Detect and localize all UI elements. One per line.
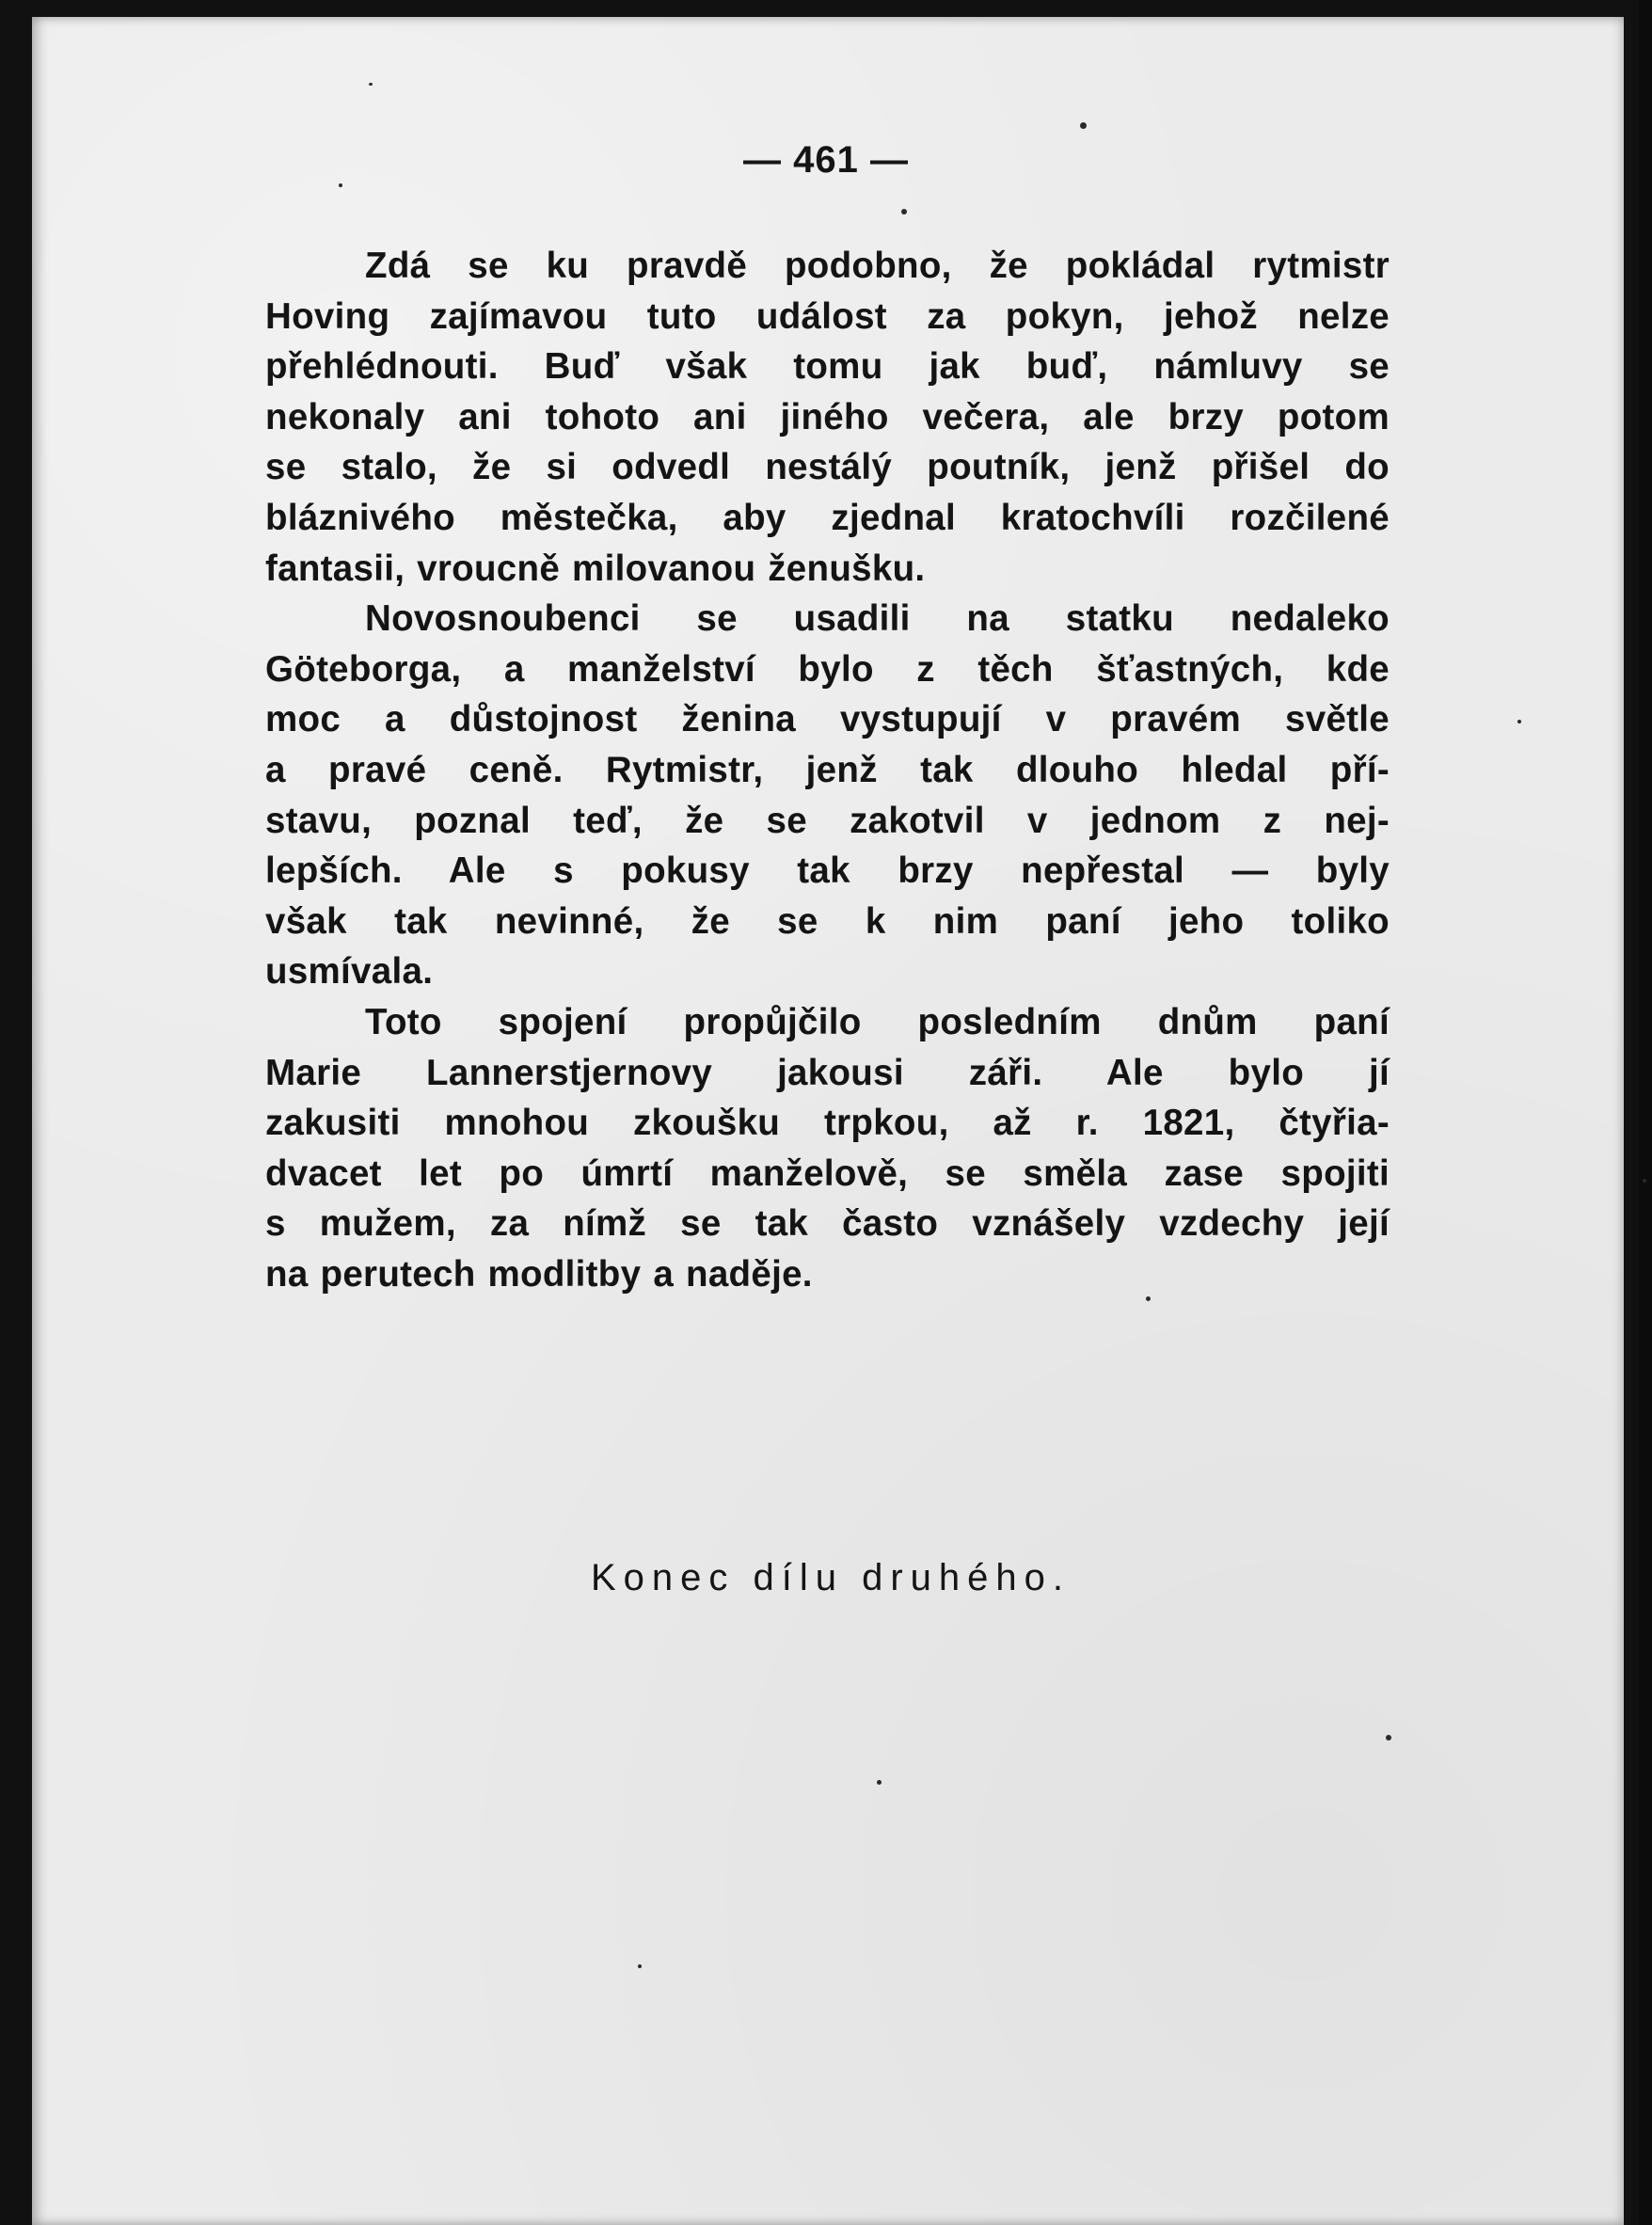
paragraph-3 (265, 997, 1390, 1300)
text-line: stavu, poznal teď, že se zakotvil v jednom z nej- (265, 800, 1390, 841)
text-line: Zdá se ku pravdě podobno, že pokládal rytmistr (365, 246, 1390, 286)
text-line: fantasii, vroucně milovanou ženušku. (265, 548, 926, 589)
scan-speck (1080, 122, 1087, 129)
text-line: moc a důstojnost ženina vystupují v pravém světle (265, 699, 1390, 740)
text-line: nekonaly ani tohoto ani jiného večera, ale brzy potom (265, 396, 1390, 437)
paragraph-1 (265, 241, 1390, 594)
scan-speck (877, 1780, 882, 1785)
page-number: — 461 — (743, 139, 909, 181)
scan-speck (369, 83, 373, 86)
text-line: však tak nevinné, že se k nim paní jeho toliko (265, 900, 1390, 942)
text-line: Novosnoubenci se usadili na statku nedaleko (365, 598, 1390, 640)
text-line: přehlédnouti. Buď však tomu jak buď, námluvy se (265, 346, 1390, 388)
scan-speck (1386, 1735, 1391, 1740)
text-line: lepších. Ale s pokusy tak brzy nepřestal — byly (265, 850, 1390, 892)
scan-speck (638, 1964, 642, 1968)
page-edge-shadow (1639, 0, 1652, 2225)
text-line: a pravé ceně. Rytmistr, jenž tak dlouho hledal pří- (265, 749, 1390, 790)
text-line: Hoving zajímavou tuto událost za pokyn, jehož nelze (265, 295, 1390, 337)
scan-speck (1146, 1296, 1151, 1301)
scan-speck (1643, 1179, 1646, 1183)
paragraph-2 (265, 594, 1390, 997)
text-line: se stalo, že si odvedl nestálý poutník, jenž přišel do (265, 447, 1390, 488)
text-line: Toto spojení propůjčilo posledním dnům paní (365, 1001, 1390, 1042)
text-line: zakusiti mnohou zkoušku trpkou, až r. 1821, čtyřia- (265, 1103, 1390, 1144)
scan-speck (901, 209, 907, 215)
scan-speck (339, 183, 342, 187)
text-line: dvacet let po úmrtí manželově, se směla zase spojiti (265, 1152, 1390, 1194)
body-text (265, 241, 1390, 1299)
text-line: na perutech modlitby a naděje. (265, 1253, 813, 1295)
text-line: usmívala. (265, 951, 434, 993)
scan-speck (1517, 720, 1521, 723)
text-line: Marie Lannerstjernovy jakousi záři. Ale bylo jí (265, 1052, 1390, 1093)
closing-line: Konec dílu druhého. (590, 1557, 1072, 1598)
text-line: bláznivého městečka, aby zjednal kratochvíli rozčilené (265, 497, 1390, 538)
text-line: Göteborga, a manželství bylo z těch šťastných, kde (265, 648, 1390, 690)
text-line: s mužem, za nímž se tak často vznášely vzdechy její (265, 1203, 1390, 1245)
